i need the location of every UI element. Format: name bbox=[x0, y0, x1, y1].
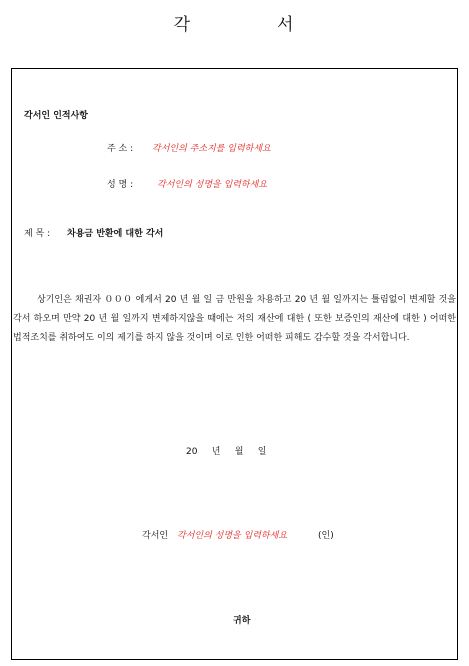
body-text: 상기인은 채권자 ０００ 에게서 20 년 월 일 금 만원을 차용하고 20 년 월 일까지는 틀림없이 변제할 것을 각서 하오며 만약 20 년 월 일까지 변제하지않을 때에는 저의 재산에 대한 ( 또한 보증인의 재산에 대한 ) 어떠한 법적조치를 취하여도 이의 제기를 하지 않을 것이며 이로 인한 어떠한 피해도 감수할 것을 각서합니다. bbox=[13, 295, 456, 343]
address-label: 주 소 : bbox=[107, 144, 134, 154]
signer-label: 각서인 bbox=[142, 531, 169, 541]
date-line: 20 년 월 일 bbox=[186, 447, 267, 457]
seal-mark: (인) bbox=[318, 531, 334, 541]
document-title bbox=[0, 10, 469, 35]
subject-label: 제 목 : bbox=[24, 229, 51, 239]
recipient-label: 귀하 bbox=[233, 616, 251, 626]
title-char-1: 각 bbox=[173, 15, 192, 35]
address-field[interactable]: 각서인의 주소지를 입력하세요 bbox=[152, 144, 271, 154]
section-heading: 각서인 인적사항 bbox=[24, 111, 88, 121]
signer-field[interactable]: 각서인의 성명을 입력하세요 bbox=[177, 531, 288, 541]
name-field[interactable]: 각서인의 성명을 입력하세요 bbox=[157, 180, 268, 190]
document-frame bbox=[11, 68, 458, 660]
title-char-2: 서 bbox=[277, 15, 296, 35]
body-paragraph bbox=[13, 291, 456, 348]
name-label: 성 명 : bbox=[107, 180, 134, 190]
subject-value: 차용금 반환에 대한 각서 bbox=[67, 229, 164, 239]
